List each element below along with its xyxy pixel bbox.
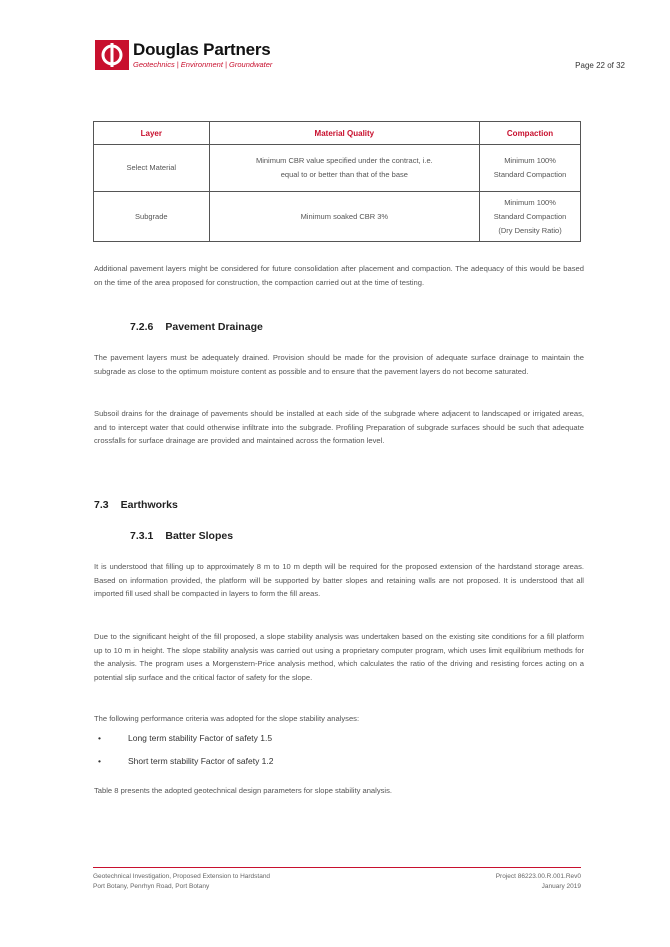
paragraph: The pavement layers must be adequately drained. Provision should be made for the provision of adequate surface drainage to maintain the subgrade as close to the optimum moisture content as possible and to ensure that the pavement layers do not become saturated. (94, 353, 584, 376)
table-header: Layer (94, 122, 210, 145)
compaction-line: Minimum 100% (504, 156, 556, 165)
table-header-row (94, 122, 581, 145)
bullet-icon: • (98, 733, 101, 743)
compaction-line: Minimum 100% (504, 197, 556, 207)
quality-line: Minimum CBR value specified under the contract, i.e. (255, 156, 433, 165)
section-title: Earthworks (120, 499, 178, 511)
footer-divider (93, 867, 581, 868)
footer-site: Port Botany, Penrhyn Road, Port Botany (93, 883, 210, 890)
section-number: 7.2.6 (130, 321, 154, 333)
table-cell-quality (209, 145, 479, 192)
compaction-line: (Dry Density Ratio) (498, 225, 562, 235)
footer-project-number: Project 86223.00.R.001.Rev0 (495, 873, 581, 880)
bullet-text: Short term stability Factor of safety 1.2 (128, 756, 274, 766)
bullet-item (98, 733, 272, 743)
table-cell-compaction (480, 145, 581, 192)
paragraph: It is understood that filling up to approximately 8 m to 10 m depth will be required for the proposed extension of the hardstand storage areas. Based on information provided, the platform will be supported by batter slopes and retaining walls are not proposed. It is understood that all imported fill used shall be compacted in layers to form the fill areas. (94, 562, 584, 598)
bullet-item (98, 756, 274, 766)
compaction-line: Standard Compaction (493, 211, 567, 221)
table-cell-compaction (480, 192, 581, 242)
bullet-icon: • (98, 756, 101, 766)
section-number: 7.3 (94, 499, 109, 511)
quality-line: equal to or better than that of the base (280, 170, 408, 179)
footer-project-title: Geotechnical Investigation, Proposed Extension to Hardstand (93, 873, 271, 880)
section-heading (130, 530, 233, 542)
footer-date: January 2019 (541, 883, 581, 890)
paragraph: The following performance criteria was adopted for the slope stability analyses: (94, 714, 360, 723)
table-row (94, 145, 581, 192)
paragraph: Subsoil drains for the drainage of pavements should be installed at each side of the subgrade where adjacent to landscaped or irrigated areas, and to intercept water that could otherwise infiltrate into the subgrade. Profiling Preparation of subgrade surfaces should be such that adequate crossfalls for surface drainage are provided and maintained across the formation level. (94, 409, 584, 445)
logo-name: Douglas Partners (133, 40, 271, 59)
table-cell-quality: Minimum soaked CBR 3% (209, 192, 479, 242)
table-row (94, 192, 581, 242)
logo-tagline: Geotechnics | Environment | Groundwater (133, 60, 273, 69)
table-header: Material Quality (209, 122, 479, 145)
page-number: Page 22 of 32 (575, 61, 625, 70)
paragraph: Additional pavement layers might be considered for future consolidation after placement and compaction. The adequacy of this would be based on the time of the area proposed for construction, the compaction carried out at the time of testing. (94, 264, 584, 287)
logo-mark-icon (95, 40, 129, 70)
material-quality-table (93, 121, 581, 242)
section-number: 7.3.1 (130, 530, 154, 542)
paragraph: Table 8 presents the adopted geotechnical design parameters for slope stability analysis. (94, 786, 393, 795)
table-header: Compaction (480, 122, 581, 145)
bullet-text: Long term stability Factor of safety 1.5 (128, 733, 273, 743)
section-title: Pavement Drainage (165, 321, 263, 333)
paragraph: Due to the significant height of the fill proposed, a slope stability analysis was undertaken based on the existing site conditions for a fill platform up to 10 m in height. The slope stability analysis was carried out using a proprietary computer program, which uses limit equilibrium methods for the analysis. The program uses a Morgenstern-Price analysis method, which calculates the ratio of the driving and resisting forces acting on a potential slip surface and the critical factor of safety for the slope. (94, 632, 584, 682)
compaction-line: Standard Compaction (493, 170, 567, 179)
company-logo (95, 40, 315, 72)
table-cell-layer: Subgrade (94, 192, 210, 242)
section-title: Batter Slopes (165, 530, 234, 542)
section-heading (130, 321, 263, 333)
footer-right (496, 872, 581, 892)
section-heading (94, 499, 178, 511)
footer-left (93, 872, 270, 892)
table-cell-layer: Select Material (94, 145, 210, 192)
